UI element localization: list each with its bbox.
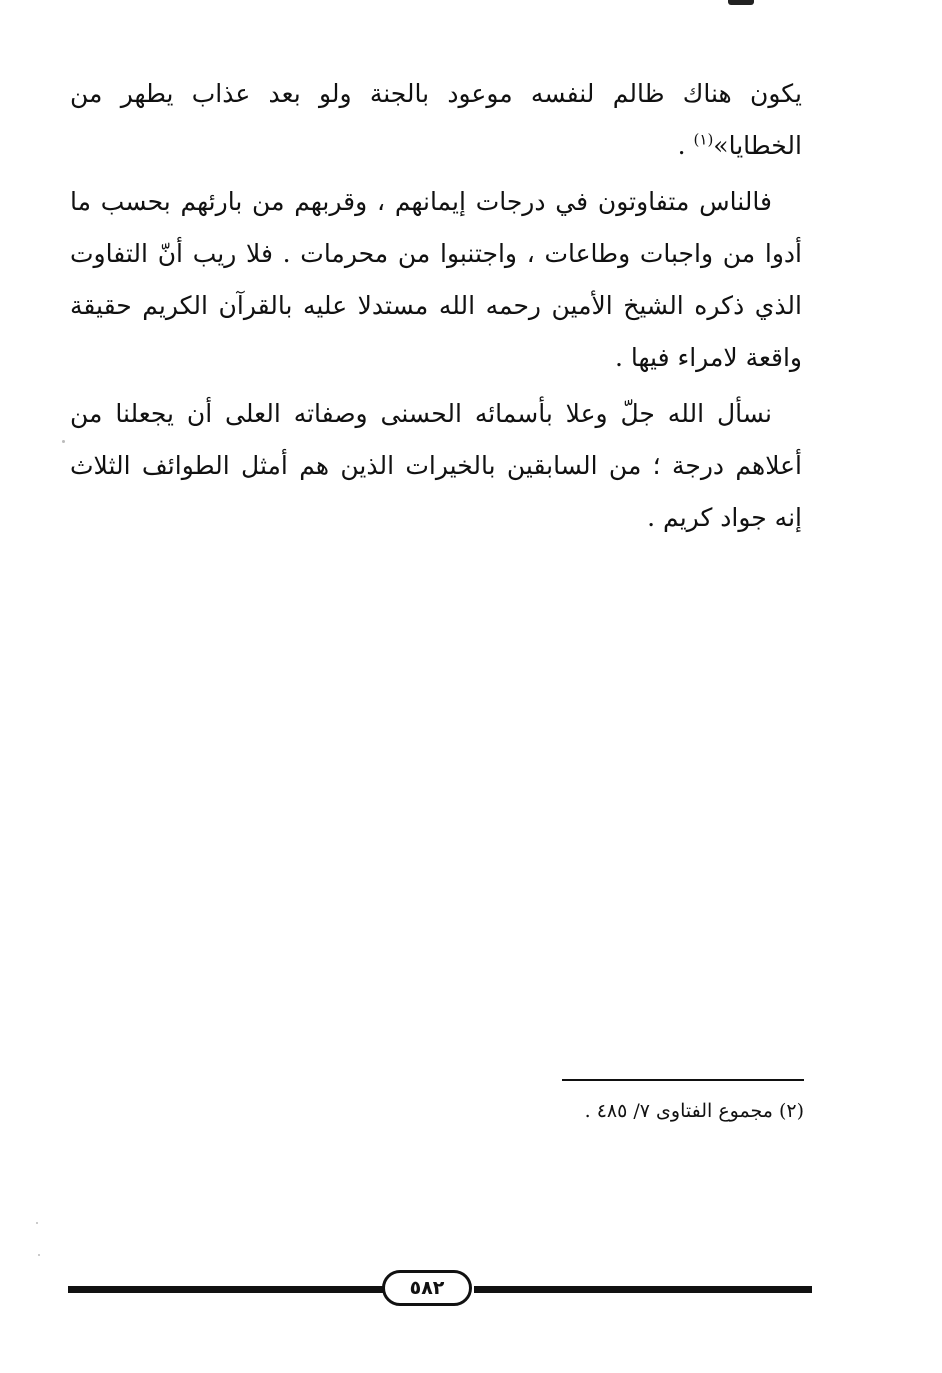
paragraph-1 <box>70 68 802 172</box>
footnote-text: (٢) مجموع الفتاوى ٧/ ٤٨٥ . <box>584 1100 804 1122</box>
page-corner-mark <box>728 0 754 5</box>
paragraph-2: فالناس متفاوتون في درجات إيمانهم ، وقربهم من بارئهم بحسب ما أدوا من واجبات وطاعات ، واجتنبوا من محرمات . فلا ريب أنّ التفاوت الذي ذكره الشيخ الأمين رحمه الله مستدلا عليه بالقرآن الكريم حقيقة واقعة لامراء فيها . <box>70 187 802 372</box>
page-footer <box>68 1270 812 1310</box>
footer-rule-right <box>474 1286 812 1293</box>
footer-rule-left <box>68 1286 390 1293</box>
footnote-separator <box>562 1079 804 1081</box>
paragraph-1-text: يكون هناك ظالم لنفسه موعود بالجنة ولو بعد عذاب يطهر من الخطايا» <box>70 79 802 160</box>
page-number-badge: ٥٨٢ <box>382 1270 472 1306</box>
scan-speck <box>38 1254 40 1256</box>
paragraph-3: نسأل الله جلّ وعلا بأسمائه الحسنى وصفاته العلى أن يجعلنا من أعلاهم درجة ؛ من السابقين بالخيرات الذين هم أمثل الطوائف الثلاث إنه جواد كريم . <box>70 399 802 532</box>
main-text <box>70 68 802 548</box>
scan-speck <box>36 1222 38 1224</box>
scan-speck <box>62 440 65 443</box>
footnote-reference: (١) <box>693 130 714 149</box>
paragraph-1-tail: . <box>677 131 694 160</box>
